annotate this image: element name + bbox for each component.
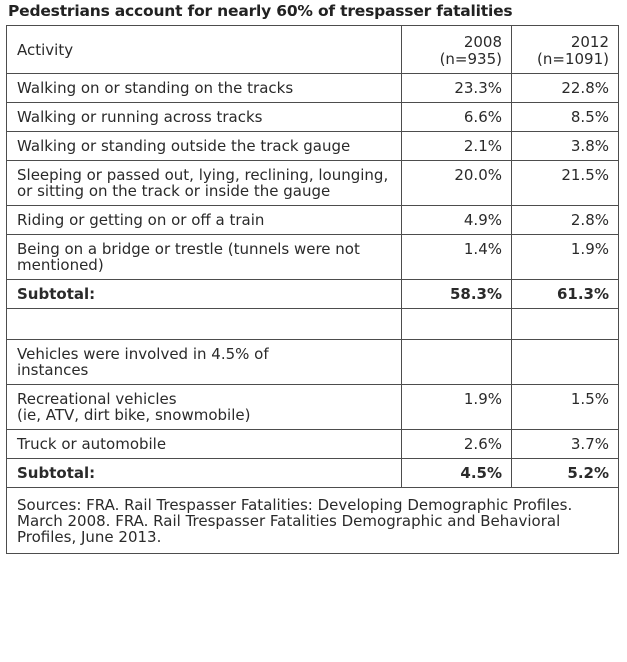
- subtotal-2012: 61.3%: [512, 280, 619, 309]
- spacer-cell: [7, 309, 402, 340]
- value-2012: 3.8%: [512, 132, 619, 161]
- fatalities-table: [6, 25, 619, 554]
- table-row: [7, 385, 619, 430]
- row-label: Walking on or standing on the tracks: [7, 74, 402, 103]
- header-2012-n: (n=1091): [537, 50, 609, 68]
- row-label: Walking or standing outside the track gauge: [7, 132, 402, 161]
- subtotal-2008: 4.5%: [402, 459, 512, 488]
- row-label: [7, 385, 402, 430]
- empty-cell: [402, 340, 512, 385]
- subtotal-label: Subtotal:: [7, 280, 402, 309]
- vehicle-intro: Vehicles were involved in 4.5% of instances: [7, 340, 402, 385]
- table-row: [7, 430, 619, 459]
- value-2008: 2.1%: [402, 132, 512, 161]
- table-row: [7, 161, 619, 206]
- sources-row: [7, 488, 619, 554]
- value-2008: 23.3%: [402, 74, 512, 103]
- value-2012: 8.5%: [512, 103, 619, 132]
- value-2012: 1.9%: [512, 235, 619, 280]
- header-2012-year: 2012: [570, 33, 609, 51]
- spacer-row: [7, 309, 619, 340]
- row-label: Being on a bridge or trestle (tunnels were not mentioned): [7, 235, 402, 280]
- value-2012: 2.8%: [512, 206, 619, 235]
- value-2008: 20.0%: [402, 161, 512, 206]
- value-2012: 1.5%: [512, 385, 619, 430]
- value-2008: 1.9%: [402, 385, 512, 430]
- value-2008: 6.6%: [402, 103, 512, 132]
- table-row: [7, 206, 619, 235]
- table-row: [7, 235, 619, 280]
- row-label-line1: Recreational vehicles: [17, 390, 177, 408]
- row-label-line2: (ie, ATV, dirt bike, snowmobile): [17, 406, 251, 424]
- spacer-cell: [402, 309, 512, 340]
- row-label: Truck or automobile: [7, 430, 402, 459]
- value-2008: 2.6%: [402, 430, 512, 459]
- subtotal-label: Subtotal:: [7, 459, 402, 488]
- row-label: Walking or running across tracks: [7, 103, 402, 132]
- row-label: Sleeping or passed out, lying, reclining, lounging, or sitting on the track or inside the gauge: [7, 161, 402, 206]
- table-row: [7, 74, 619, 103]
- value-2012: 22.8%: [512, 74, 619, 103]
- header-activity: Activity: [7, 26, 402, 74]
- row-label: Riding or getting on or off a train: [7, 206, 402, 235]
- header-row: [7, 26, 619, 74]
- empty-cell: [512, 340, 619, 385]
- pedestrian-subtotal-row: [7, 280, 619, 309]
- vehicle-intro-row: [7, 340, 619, 385]
- subtotal-2008: 58.3%: [402, 280, 512, 309]
- table-row: [7, 103, 619, 132]
- header-2008: [402, 26, 512, 74]
- value-2012: 3.7%: [512, 430, 619, 459]
- value-2008: 1.4%: [402, 235, 512, 280]
- subtotal-2012: 5.2%: [512, 459, 619, 488]
- vehicle-subtotal-row: [7, 459, 619, 488]
- value-2012: 21.5%: [512, 161, 619, 206]
- header-2008-n: (n=935): [439, 50, 502, 68]
- table-title: Pedestrians account for nearly 60% of trespasser fatalities: [8, 2, 513, 20]
- sources-note: Sources: FRA. Rail Trespasser Fatalities: Developing Demographic Profiles. March 2008. FRA. Rail Trespasser Fatalities Demographic and Behavioral Profiles, June 2013.: [7, 488, 619, 554]
- header-2008-year: 2008: [463, 33, 502, 51]
- value-2008: 4.9%: [402, 206, 512, 235]
- header-2012: [512, 26, 619, 74]
- spacer-cell: [512, 309, 619, 340]
- table-row: [7, 132, 619, 161]
